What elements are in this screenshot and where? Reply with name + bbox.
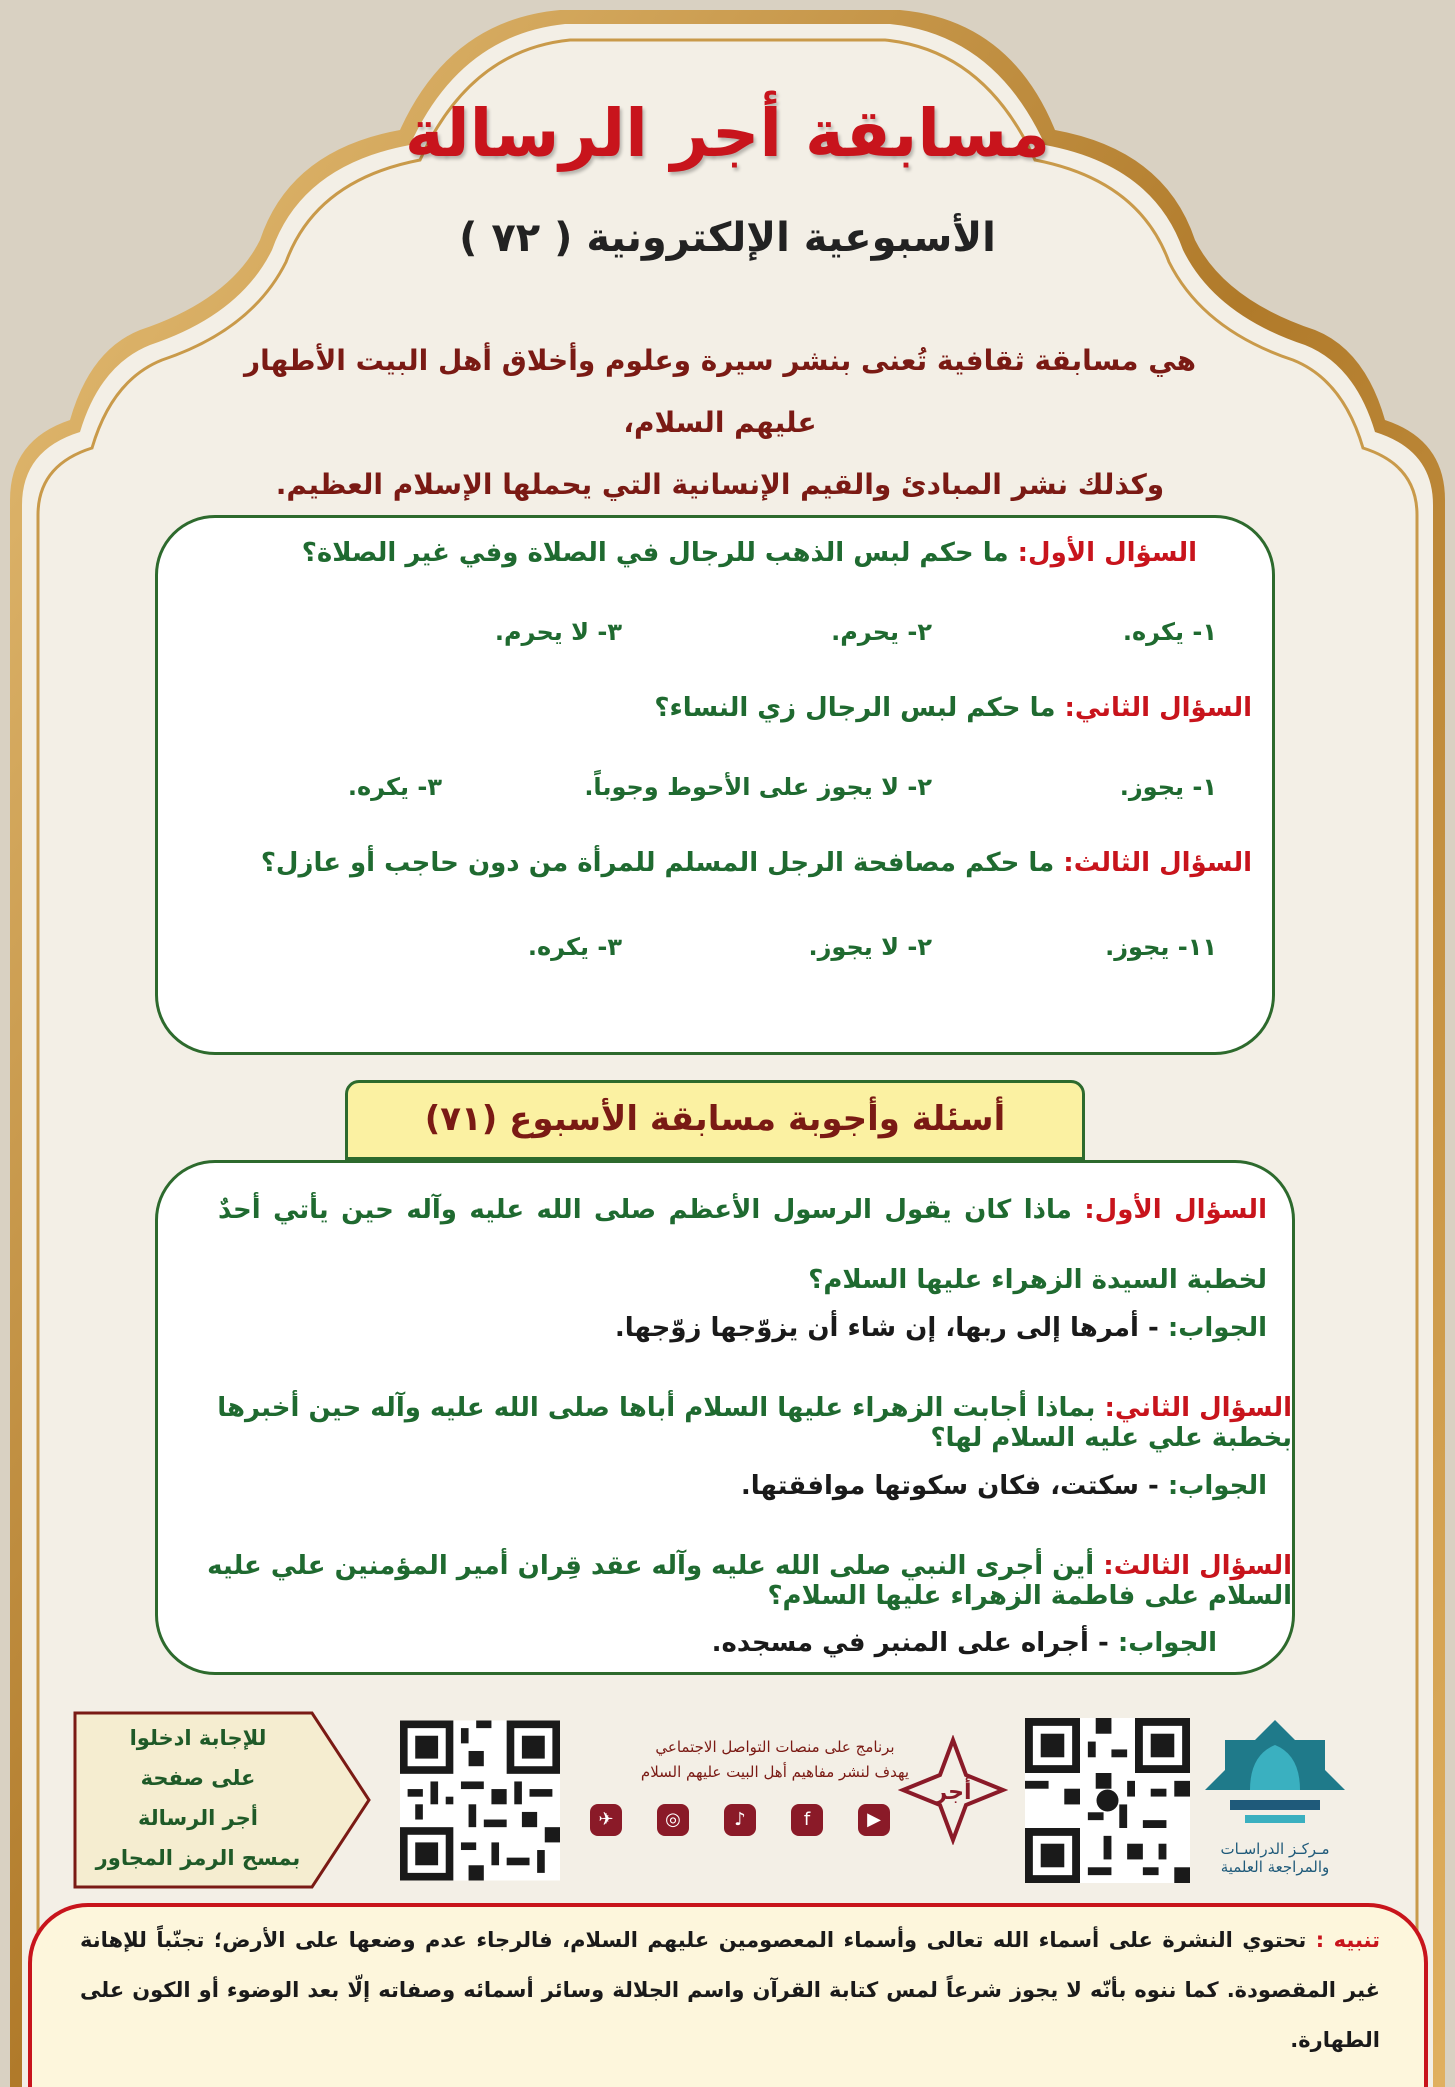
question-text: ما حكم لبس الذهب للرجال في الصلاة وفي غير الصلاة؟ bbox=[301, 538, 1009, 568]
question-text: ما حكم لبس الرجال زي النساء؟ bbox=[654, 693, 1056, 723]
option: ٣- يكره. bbox=[347, 773, 442, 801]
question-text: ماذا كان يقول الرسول الأعظم صلى الله عليه وآله حين يأتي أحدٌ لخطبة السيدة الزهراء عليها السلام؟ bbox=[218, 1195, 1267, 1295]
cta-line: أجر الرسالة bbox=[137, 1806, 258, 1830]
prev-question-3 bbox=[158, 1551, 1292, 1611]
question-label: السؤال الأول: bbox=[1084, 1195, 1267, 1225]
answer-label: الجواب: bbox=[1167, 1471, 1267, 1501]
prev-question-1 bbox=[218, 1175, 1267, 1315]
tiktok-icon[interactable]: ♪ bbox=[724, 1804, 756, 1836]
option: ٢- لا يجوز. bbox=[808, 933, 932, 961]
page-subtitle: الأسبوعية الإلكترونية ( ٧٢ ) bbox=[459, 215, 996, 261]
cta-line: بمسح الرمز المجاور bbox=[95, 1846, 301, 1870]
option: ١- يكره. bbox=[1122, 618, 1217, 646]
previous-quiz-box bbox=[155, 1160, 1295, 1675]
question-label: السؤال الثالث: bbox=[1063, 848, 1252, 878]
answer-label: الجواب: bbox=[1117, 1628, 1217, 1658]
cta-line: على صفحة bbox=[140, 1766, 256, 1790]
social-program-line-1: برنامج على منصات التواصل الاجتماعي bbox=[655, 1738, 895, 1756]
page-title: مسابقة أجر الرسالة bbox=[404, 95, 1051, 172]
question-3 bbox=[158, 848, 1252, 878]
option: ٣- يكره. bbox=[527, 933, 622, 961]
qr-code-right[interactable] bbox=[1025, 1718, 1190, 1883]
center-name-line-1: مـركـز الدراسـات bbox=[1220, 1840, 1330, 1858]
center-name bbox=[1195, 1840, 1355, 1876]
program-logo-text: أجر bbox=[934, 1780, 972, 1805]
question-text: أين أجرى النبي صلى الله عليه وآله عقد قِران أمير المؤمنين علي عليه السلام على فاطمة الزهراء عليها السلام؟ bbox=[207, 1551, 1292, 1611]
question-label: السؤال الثالث: bbox=[1103, 1551, 1292, 1581]
intro-line-1: هي مسابقة ثقافية تُعنى بنشر سيرة وعلوم وأخلاق أهل البيت الأطهار عليهم السلام، bbox=[243, 344, 1197, 439]
option: ١١- يجوز. bbox=[1105, 933, 1217, 961]
question-text: ما حكم مصافحة الرجل المسلم للمرأة من دون حاجب أو عازل؟ bbox=[260, 848, 1055, 878]
warning-body: تحتوي النشرة على أسماء الله تعالى وأسماء المعصومين عليهم السلام، فالرجاء عدم وضعها على الأرض؛ تجنّباً للإهانة غير المقصودة. كما ننوه بأنّه لا يجوز شرعاً لمس كتابة القرآن واسم الجلالة وسائر أسمائه وصفاته إلّا بعد الوضوء أو الكون على الطهارة. bbox=[80, 1928, 1380, 2052]
answer-text: - أجراه على المنبر في مسجده. bbox=[711, 1628, 1109, 1658]
option: ٢- لا يجوز على الأحوط وجوباً. bbox=[584, 773, 932, 801]
center-logo-icon bbox=[1200, 1715, 1350, 1840]
intro-text bbox=[200, 330, 1240, 516]
question-2 bbox=[158, 693, 1252, 723]
question-text: بماذا أجابت الزهراء عليها السلام أباها صلى الله عليه وآله حين أخبرها بخطبة علي عليه السلام لها؟ bbox=[217, 1393, 1292, 1453]
option: ٢- يحرم. bbox=[831, 618, 932, 646]
prev-answer-2 bbox=[158, 1471, 1267, 1501]
answer-label: الجواب: bbox=[1167, 1313, 1267, 1343]
instagram-icon[interactable]: ◎ bbox=[657, 1804, 689, 1836]
center-name-line-2: والمراجعة العلمية bbox=[1220, 1858, 1330, 1876]
telegram-icon[interactable]: ✈ bbox=[590, 1804, 622, 1836]
cta-text bbox=[78, 1718, 318, 1878]
question-label: السؤال الأول: bbox=[1017, 538, 1197, 568]
social-program-line-2: يهدف لنشر مفاهيم أهل البيت عليهم السلام bbox=[640, 1763, 910, 1781]
warning-text bbox=[80, 1915, 1380, 2065]
qr-code-left[interactable] bbox=[400, 1718, 560, 1883]
option: ١- يجوز. bbox=[1119, 773, 1217, 801]
program-logo-icon bbox=[898, 1735, 1008, 1845]
question-1 bbox=[158, 538, 1197, 568]
prev-answer-1 bbox=[158, 1313, 1267, 1343]
prev-answer-3 bbox=[158, 1628, 1217, 1658]
warning-label: تنبيه : bbox=[1315, 1928, 1381, 1952]
prev-question-2 bbox=[158, 1393, 1292, 1453]
current-quiz-box bbox=[155, 515, 1275, 1055]
question-label: السؤال الثاني: bbox=[1104, 1393, 1292, 1423]
cta-line: للإجابة ادخلوا bbox=[129, 1726, 267, 1750]
option: ٣- لا يحرم. bbox=[494, 618, 622, 646]
facebook-icon[interactable]: f bbox=[791, 1804, 823, 1836]
answer-text: - أمرها إلى ربها، إن شاء أن يزوّجها زوّجها. bbox=[614, 1313, 1159, 1343]
previous-quiz-banner: أسئلة وأجوبة مسابقة الأسبوع (٧١) bbox=[345, 1080, 1085, 1160]
intro-line-2: وكذلك نشر المبادئ والقيم الإنسانية التي يحملها الإسلام العظيم. bbox=[275, 468, 1165, 501]
question-label: السؤال الثاني: bbox=[1064, 693, 1252, 723]
answer-text: - سكتت، فكان سكوتها موافقتها. bbox=[740, 1471, 1159, 1501]
youtube-icon[interactable]: ▶ bbox=[858, 1804, 890, 1836]
